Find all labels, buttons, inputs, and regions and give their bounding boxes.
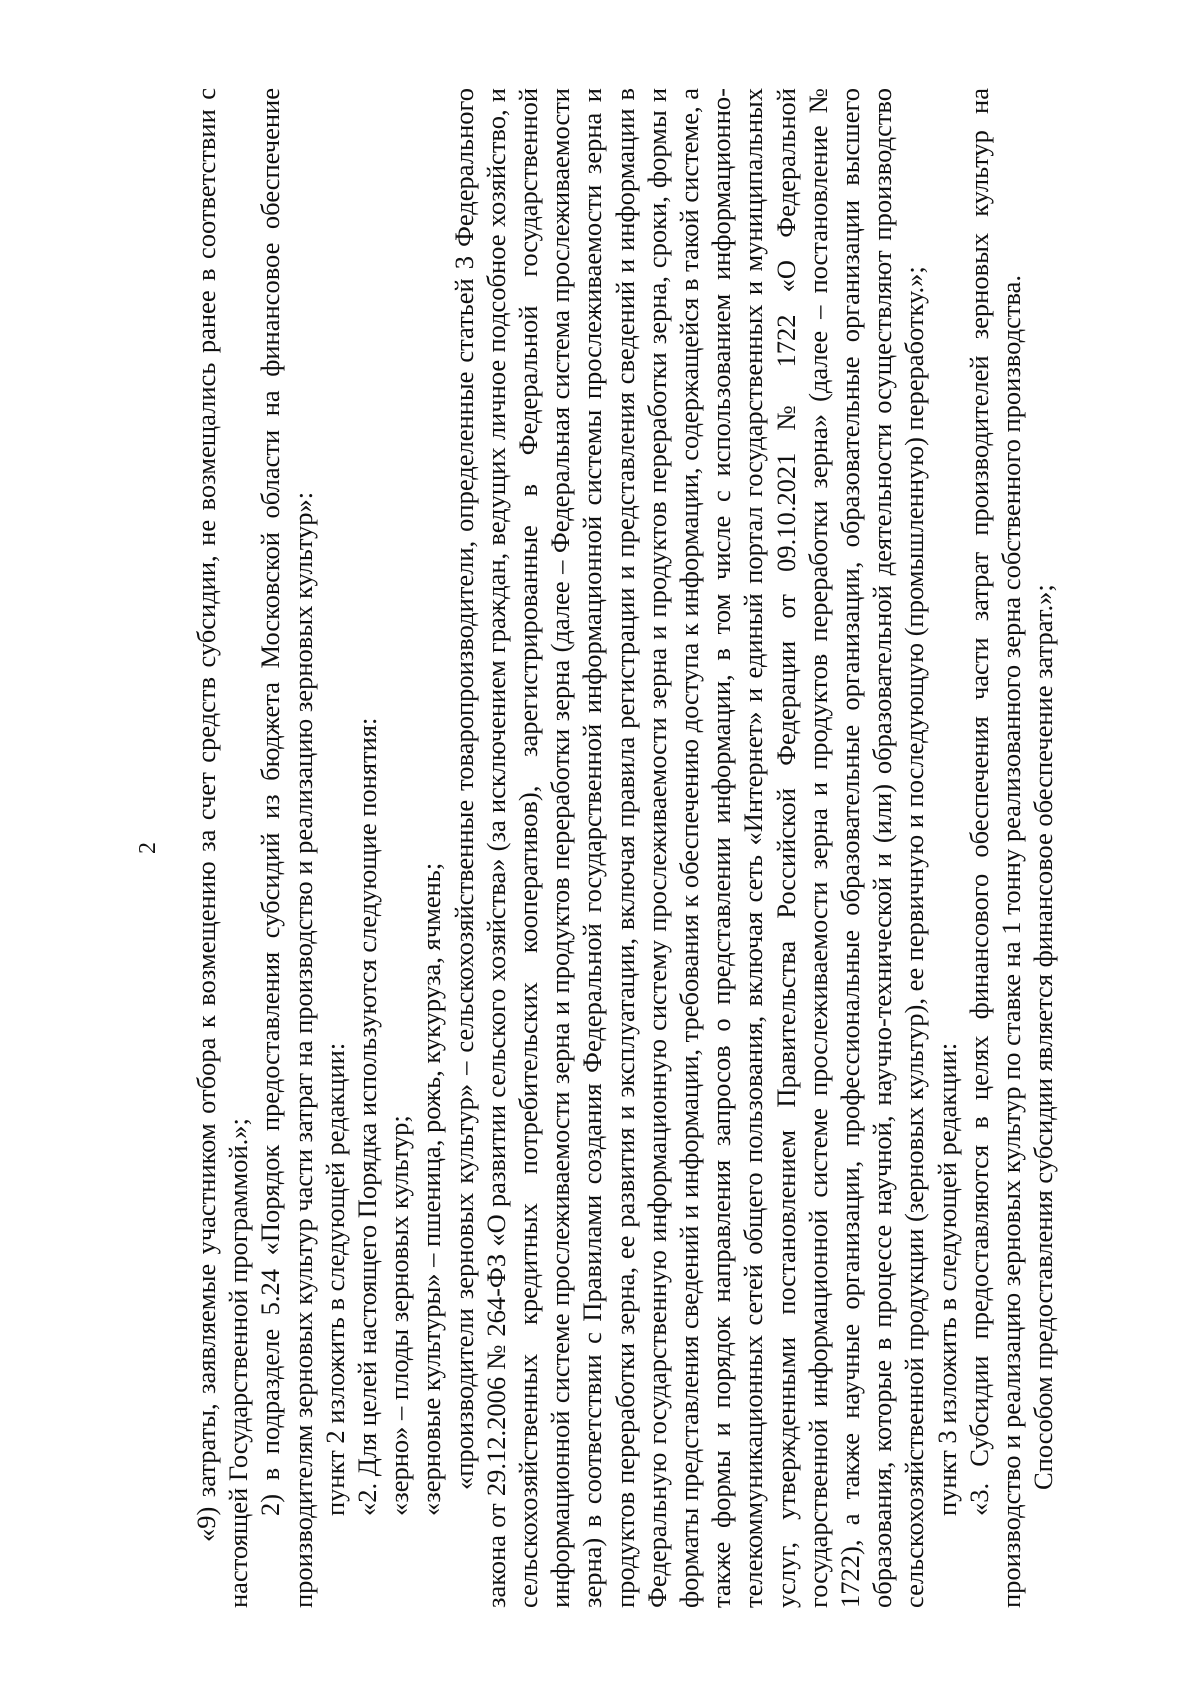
page-number: 2 — [135, 842, 161, 854]
paragraph-def-grain-crops: «зерновые культуры» – пшеница, рожь, кукуруза, ячмень; — [416, 862, 447, 1516]
rotated-content — [130, 88, 1070, 1608]
document-body — [190, 88, 1059, 1608]
paragraph-def-grain: «зерно» – плоды зерновых культур; — [384, 1115, 415, 1516]
paragraph-point-2-intro: пункт 2 изложить в следующей редакции: — [319, 1042, 350, 1516]
paragraph-subsection-5-24: 2) в подразделе 5.24 «Порядок предоставления субсидий из бюджета Московской области на финансовое обеспечение производителям зерновых культур части затрат на производство и реализацию зерновых культур»: — [255, 88, 318, 1608]
paragraph-subsidy-method: Способом предоставления субсидии является финансовое обеспечение затрат.»; — [1028, 584, 1059, 1490]
paragraph-def-producers: «производители зерновых культур» – сельскохозяйственные товаропроизводители, определенные статьей 3 Федерального закона от 29.12.2006 № 264-ФЗ «О развитии сельского хозяйства» (за исключением граждан, ведущих личное подсобное хозяйство, и сельскохозяйственных кредитных потребительских кооперативов), зарегистрированные в Федеральной государственной информационной системе прослеживаемости зерна и продуктов переработки зерна (далее – Федеральная система прослеживаемости зерна) в соответствии с Правилами создания Федеральной государственной информационной системы прослеживаемости зерна и продуктов переработки зерна, ее развития и эксплуатации, включая правила регистрации и представления сведений и информации в Федеральную государственную информационную систему прослеживаемости зерна и продуктов переработки зерна, сроки, формы и форматы представления сведений и информации, требования к обеспечению доступа к информации, содержащейся в такой системе, а также формы и порядок направления запросов о представлении информации, в том числе с использованием информационно-телекоммуникационных сетей общего пользования, включая сеть «Интернет» и единый портал государственных и муниципальных услуг, утвержденными постановлением Правительства Российской Федерации от 09.10.2021 № 1722 «О Федеральной государственной информационной системе прослеживаемости зерна и продуктов переработки зерна» (далее – постановление № 1722), а также научные организации, профессиональные образовательные организации, образовательные организации высшего образования, которые в процессе научной, научно-технической и (или) образовательной деятельности осуществляют производство сельскохозяйственной продукции (зерновых культур), ее первичную и последующую (промышленную) переработку.»; — [448, 88, 930, 1608]
paragraph-item-9: «9) затраты, заявляемые участником отбора к возмещению за счет средств субсидии, не возмещались ранее в соответствии с настоящей Государственной программой.»; — [191, 88, 254, 1608]
paragraph-point-3-text: «3. Субсидии предоставляются в целях финансового обеспечения части затрат производителей зерновых культур на производство и реализацию зерновых культур по ставке на 1 тонну реализованного зерна собственного производства. — [963, 88, 1027, 1608]
paragraph-point-3-intro: пункт 3 изложить в следующей редакции: — [931, 1042, 962, 1516]
paragraph-point-2-definitions: «2. Для целей настоящего Порядка используются следующие понятия: — [352, 717, 383, 1516]
